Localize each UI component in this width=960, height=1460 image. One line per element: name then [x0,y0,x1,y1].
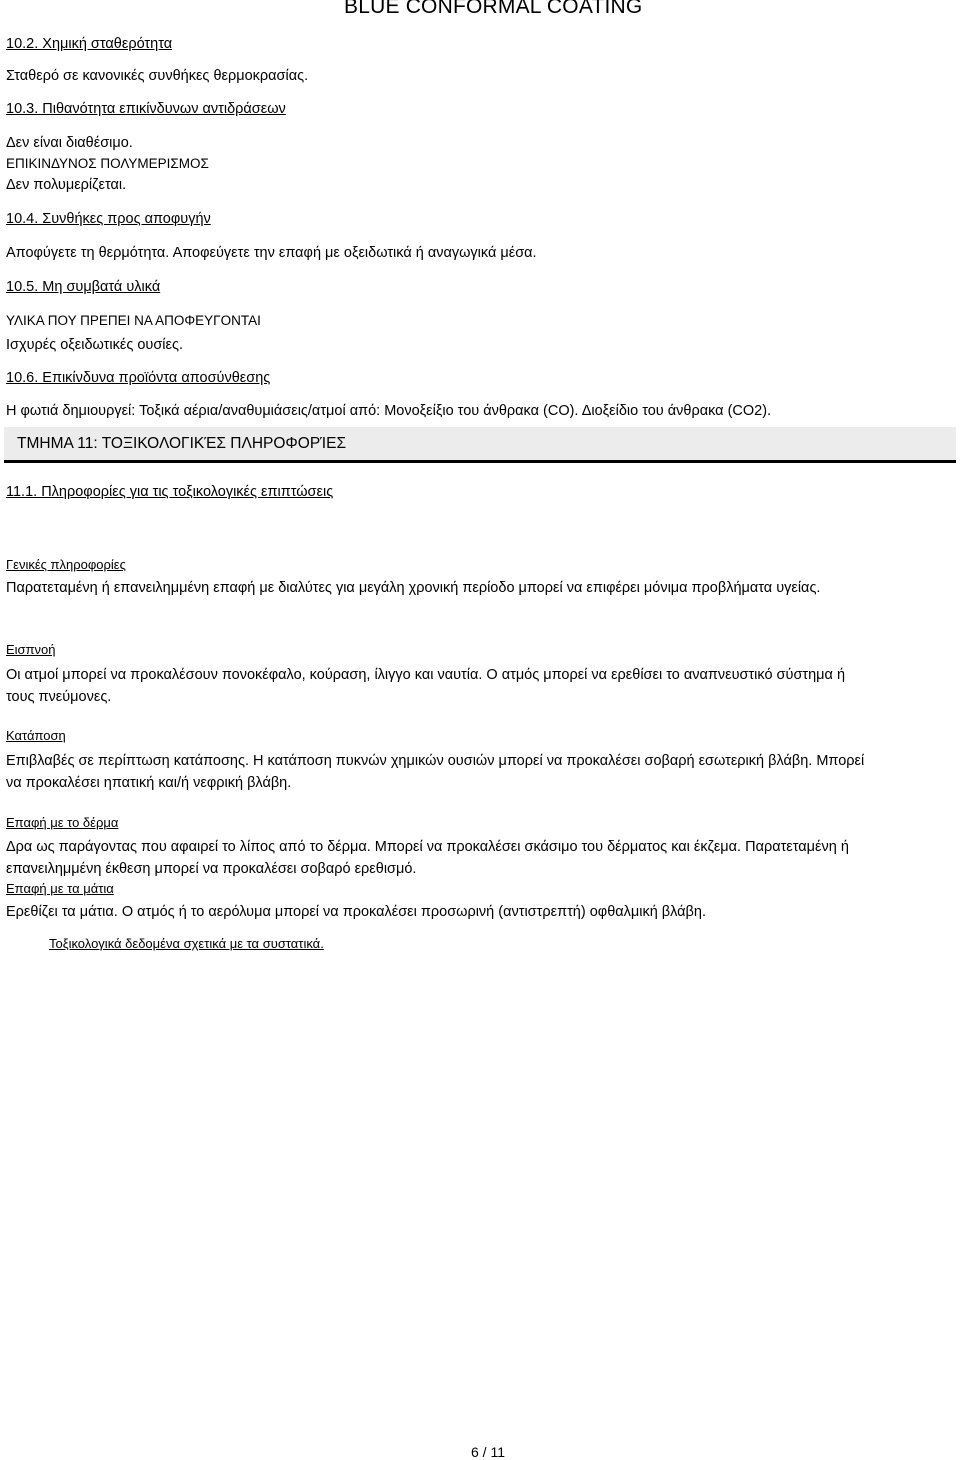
ingestion-text: Επιβλαβές σε περίπτωση κατάποσης. Η κατάποση πυκνών χημικών ουσιών μπορεί να προκαλέσει σοβαρή εσωτερική βλάβη. Μπορεί να προκαλέσει ηπατική και/ή νεφρική βλάβη. [6,753,865,791]
polymerization-subheading: ΕΠΙΚΙΝΔΥΝΟΣ ΠΟΛΥΜΕΡΙΣΜΟΣ [6,156,209,171]
section-10-5-heading: 10.5. Μη συμβατά υλικά [6,279,161,295]
section-10-4-heading: 10.4. Συνθήκες προς αποφυγήν [6,211,211,227]
skin-contact-label: Επαφή με το δέρμα [6,815,119,830]
general-info-text: Παρατεταμένη ή επανειλημμένη επαφή με διαλύτες για μεγάλη χρονική περίοδο μπορεί να επιφέρει μόνιμα προβλήματα υγείας. [6,580,821,596]
section-10-6-heading: 10.6. Επικίνδυνα προϊόντα αποσύνθεσης [6,370,271,386]
skin-contact-text: Δρα ως παράγοντας που αφαιρεί το λίπος από το δέρμα. Μπορεί να προκαλέσει σκάσιμο του δέρματος και έκζεμα. Παρατεταμένη ή επανειλημμένη έκθεση μπορεί να προκαλέσει σοβαρό ερεθισμό. [6,839,849,877]
section-11-1-heading: 11.1. Πληροφορίες για τις τοξικολογικές επιπτώσεις [6,484,334,500]
document-title: BLUE CONFORMAL COATING [344,0,643,18]
section-11-title-bar [4,427,956,463]
eye-contact-label: Επαφή με τα μάτια [6,881,114,896]
section-10-6-text: Η φωτιά δημιουργεί: Τοξικά αέρια/αναθυμιάσεις/ατμοί από: Μονοξείξιο του άνθρακα (CO). Διοξείδιο του άνθρακα (CO2). [6,403,772,419]
section-11-title: ΤΜΗΜΑ 11: ΤΟΞΙΚΟΛΟΓΙΚΈΣ ΠΛΗΡΟΦΟΡΊΕΣ [17,435,347,452]
page-number: 6 / 11 [471,1444,505,1460]
components-toxicology-heading: Τοξικολογικά δεδομένα σχετικά με τα συστατικά. [49,936,324,951]
ingestion-label: Κατάποση [6,728,66,743]
section-10-5-text: Ισχυρές οξειδωτικές ουσίες. [6,337,184,353]
section-10-3-heading: 10.3. Πιθανότητα επικίνδυνων αντιδράσεων [6,101,286,117]
section-10-4-text: Αποφύγετε τη θερμότητα. Αποφεύγετε την επαφή με οξειδωτικά ή αναγωγικά μέσα. [6,245,537,261]
section-10-3-text: Δεν είναι διαθέσιμο. [6,135,133,151]
inhalation-label: Εισπνοή [6,642,56,657]
section-10-2-text: Σταθερό σε κανονικές συνθήκες θερμοκρασίας. [6,68,309,84]
general-info-label: Γενικές πληροφορίες [6,557,126,572]
eye-contact-text: Ερεθίζει τα μάτια. Ο ατμός ή το αερόλυμα μπορεί να προκαλέσει προσωρινή (αντιστρεπτή) οφθαλμική βλάβη. [6,904,706,920]
materials-to-avoid-subheading: ΥΛΙΚΑ ΠΟΥ ΠΡΕΠΕΙ ΝΑ ΑΠΟΦΕΥΓΟΝΤΑΙ [6,313,261,328]
inhalation-text: Οι ατμοί μπορεί να προκαλέσουν πονοκέφαλο, κούραση, ίλιγγο και ναυτία. Ο ατμός μπορεί να ερεθίσει το αναπνευστικό σύστημα ή τους πνεύμονες. [6,667,846,705]
section-10-2-heading: 10.2. Χημική σταθερότητα [6,36,173,52]
polymerization-text: Δεν πολυμερίζεται. [6,177,127,193]
